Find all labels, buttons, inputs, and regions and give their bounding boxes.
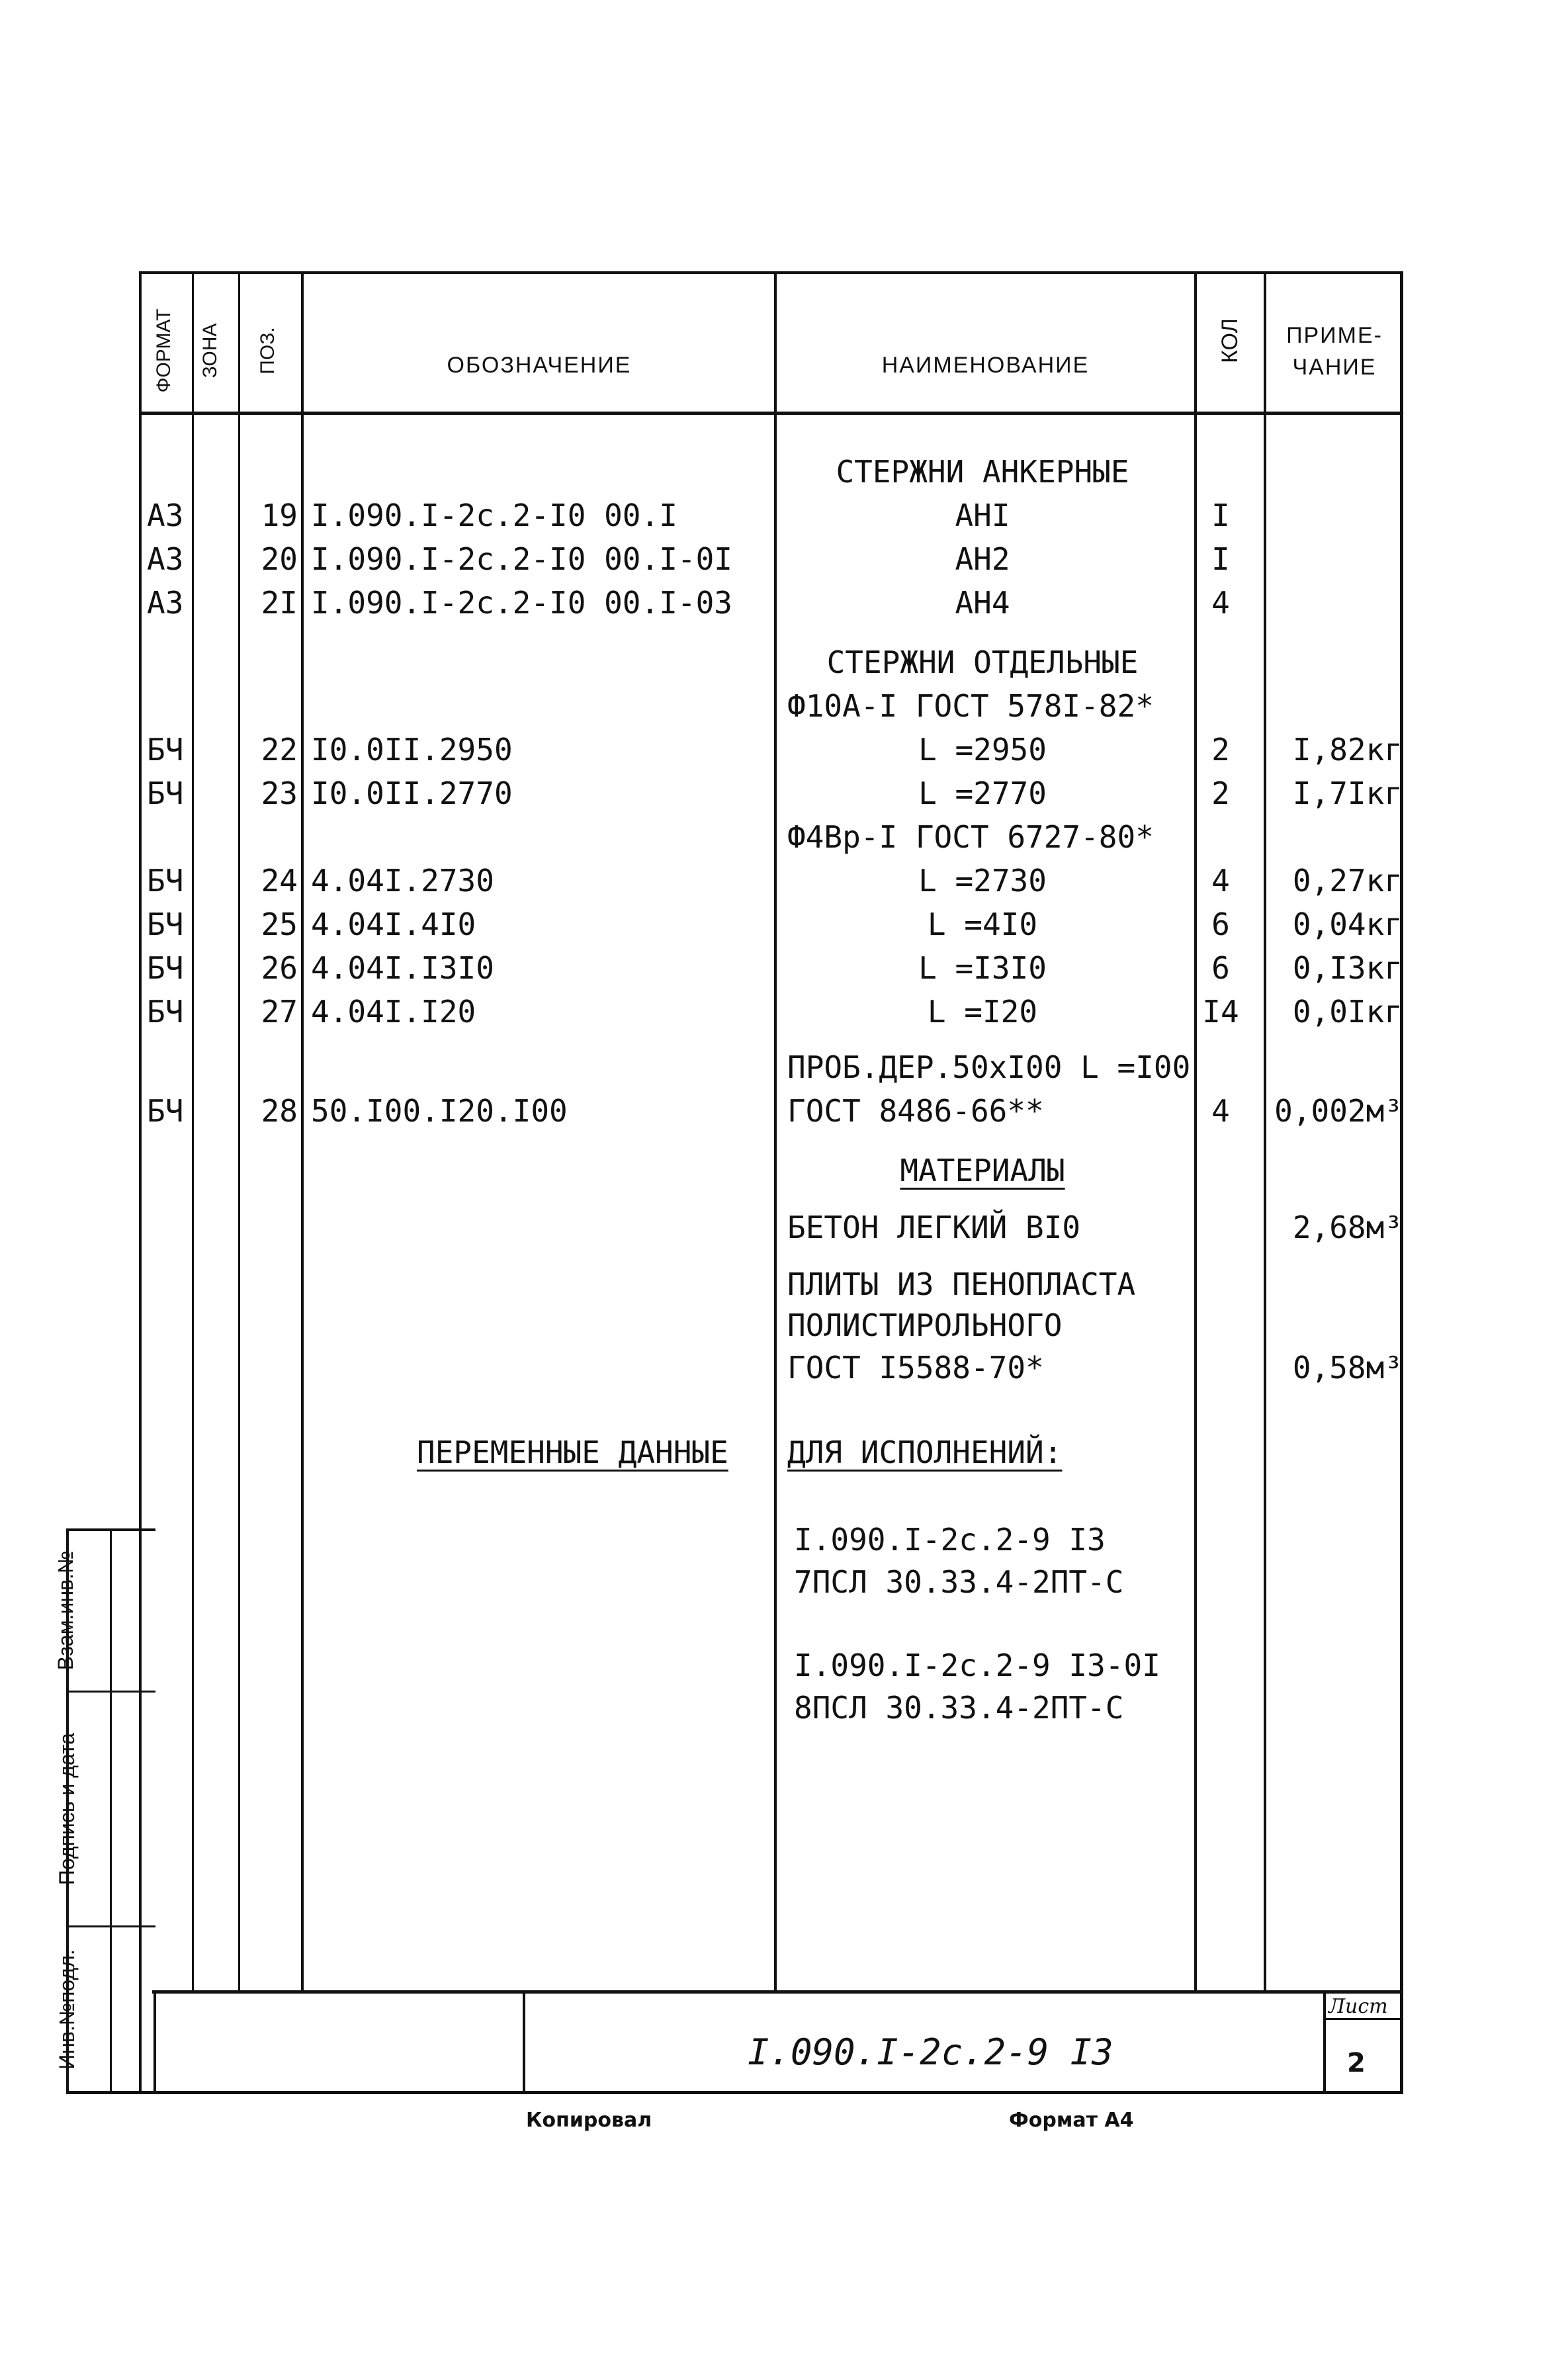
sheet-label: Лист [1328,1995,1388,2018]
row-note: 0,0Iкг [1292,994,1403,1030]
row-format: БЧ [147,732,184,768]
row-name: АН2 [955,541,1010,577]
row-name: Ф4Вр-I ГОСТ 6727-80* [787,819,1154,855]
header-note-line2: ЧАНИЕ [1292,355,1377,380]
row-qty: 2 [1211,775,1230,811]
row-pos: 19 [261,498,298,533]
row-name: ПОЛИСТИРОЛЬНОГО [787,1307,1063,1343]
row-note: 2,68м³ [1292,1210,1403,1245]
header-zone: ЗОНА [199,323,221,378]
row-name: Ф10А-I ГОСТ 578I-82* [787,688,1154,724]
row-name: СТЕРЖНИ ОТДЕЛЬНЫЕ [826,644,1139,680]
row-note: 0,27кг [1292,863,1403,899]
row-pos: 20 [261,541,298,577]
row-designation: I0.0II.2770 [311,775,513,811]
row-pos: 23 [261,775,298,811]
variant-1-name: 7ПСЛ 30.33.4-2ПТ-С [794,1564,1124,1600]
row-format: БЧ [147,775,184,811]
row-format: А3 [147,585,184,621]
row-designation: I0.0II.2950 [311,732,513,768]
stamp-inv-original: Инв.№подл. [55,1949,79,2070]
stamp-signature-date: Подпись и дата [55,1732,79,1886]
variant-1-code: I.090.I-2с.2-9 I3 [794,1522,1106,1558]
footer-format: Формат А4 [1009,2109,1134,2132]
header-format: ФОРМАТ [153,308,175,393]
row-designation: I.090.I-2с.2-I0 00.I-0I [311,541,732,577]
row-name: АН4 [955,585,1010,621]
row-note: 0,I3кг [1292,950,1403,986]
sheet-number: 2 [1347,2048,1366,2078]
row-pos: 25 [261,906,298,942]
row-name-materials: МАТЕРИАЛЫ [900,1153,1065,1188]
row-pos: 28 [261,1093,298,1129]
row-designation: I.090.I-2с.2-I0 00.I [311,498,677,533]
row-designation: I.090.I-2с.2-I0 00.I-03 [311,585,732,621]
header-name: НАИМЕНОВАНИЕ [881,353,1090,378]
row-format: А3 [147,541,184,577]
row-format: БЧ [147,950,184,986]
row-designation: 4.04I.I3I0 [311,950,494,986]
row-format: БЧ [147,1093,184,1129]
row-designation: 4.04I.I20 [311,994,476,1030]
row-name: СТЕРЖНИ АНКЕРНЫЕ [836,454,1129,490]
row-pos: 26 [261,950,298,986]
row-format: А3 [147,498,184,533]
row-pos: 22 [261,732,298,768]
row-designation: 4.04I.2730 [311,863,494,899]
row-name: L =I3I0 [918,950,1047,986]
header-qty: КОЛ [1217,318,1242,363]
row-qty: 4 [1211,585,1230,621]
row-name: L =2950 [918,732,1047,768]
row-qty: I4 [1202,994,1239,1030]
row-note: 0,04кг [1292,906,1403,942]
row-note: I,82кг [1292,732,1403,768]
row-pos: 27 [261,994,298,1030]
row-designation: 50.I00.I20.I00 [311,1093,568,1129]
row-qty: I [1211,498,1230,533]
variant-2-name: 8ПСЛ 30.33.4-2ПТ-С [794,1690,1124,1726]
row-name: L =2730 [918,863,1047,899]
row-pos: 2I [261,585,298,621]
row-name: БЕТОН ЛЕГКИЙ ВI0 [787,1210,1081,1245]
row-pos: 24 [261,863,298,899]
row-qty: 4 [1211,863,1230,899]
header-note-line1: ПРИМЕ- [1286,323,1383,348]
variable-data-for: ДЛЯ ИСПОЛНЕНИЙ: [787,1434,1063,1470]
variable-data-label: ПЕРЕМЕННЫЕ ДАННЫЕ [417,1434,728,1470]
row-note: 0,002м³ [1274,1093,1403,1129]
row-designation: 4.04I.4I0 [311,906,476,942]
row-name: ГОСТ 8486-66** [787,1093,1044,1129]
row-qty: 6 [1211,950,1230,986]
row-note: I,7Iкг [1292,775,1403,811]
document-code: I.090.I-2с.2-9 I3 [748,2031,1113,2073]
variant-2-code: I.090.I-2с.2-9 I3-0I [794,1648,1160,1683]
row-qty: 6 [1211,906,1230,942]
row-name: L =2770 [918,775,1047,811]
row-format: БЧ [147,863,184,899]
row-qty: 2 [1211,732,1230,768]
row-name: АНI [955,498,1010,533]
header-designation: ОБОЗНАЧЕНИЕ [447,353,632,378]
footer-copied: Копировал [526,2109,652,2132]
header-pos: ПОЗ. [257,327,279,375]
row-name: ПЛИТЫ ИЗ ПЕНОПЛАСТА [787,1266,1136,1302]
row-name: L =4I0 [927,906,1038,942]
row-qty: I [1211,541,1230,577]
row-format: БЧ [147,906,184,942]
row-note: 0,58м³ [1292,1350,1403,1386]
stamp-replaced-inv: Взам.инв.№ [54,1550,77,1671]
row-qty: 4 [1211,1093,1230,1129]
row-name: ГОСТ I5588-70* [787,1350,1044,1386]
row-name: L =I20 [927,994,1038,1030]
row-name: ПРОБ.ДЕР.50хI00 L =I00 [787,1049,1191,1085]
row-format: БЧ [147,994,184,1030]
